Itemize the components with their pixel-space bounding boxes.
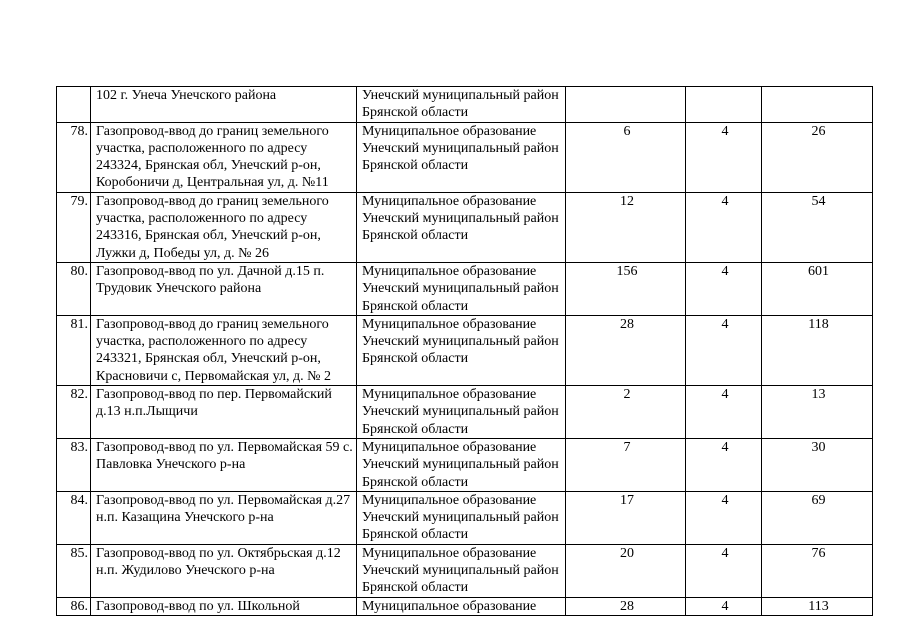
owner-name: Муниципальное образование Унечский муниципальный район Брянской области: [357, 192, 566, 262]
table-row: [57, 315, 873, 385]
owner-name: Муниципальное образование Унечский муниципальный район Брянской области: [357, 544, 566, 597]
table-row: [57, 544, 873, 597]
amount-value: 69: [762, 491, 873, 544]
object-description: Газопровод-ввод по ул. Первомайская 59 с. Павловка Унечского р-на: [91, 438, 357, 491]
amount-value: 30: [762, 438, 873, 491]
category-value: 4: [686, 386, 762, 439]
length-value: 28: [566, 315, 686, 385]
row-number: 85.: [57, 544, 91, 597]
object-description: Газопровод-ввод по ул. Первомайская д.27 н.п. Казащина Унечского р-на: [91, 491, 357, 544]
table-row: [57, 438, 873, 491]
object-description: Газопровод-ввод до границ земельного участка, расположенного по адресу 243321, Брянская обл, Унечский р-он, Красновичи с, Первомайская ул, д. № 2: [91, 315, 357, 385]
gas-pipeline-registry-table: [56, 86, 873, 616]
row-number: 80.: [57, 262, 91, 315]
length-value: 12: [566, 192, 686, 262]
category-value: 4: [686, 192, 762, 262]
amount-value: 118: [762, 315, 873, 385]
category-value: 4: [686, 262, 762, 315]
length-value: 28: [566, 597, 686, 615]
row-number: 83.: [57, 438, 91, 491]
owner-name: Муниципальное образование Унечский муниципальный район Брянской области: [357, 386, 566, 439]
owner-name: Муниципальное образование Унечский муниципальный район Брянской области: [357, 122, 566, 192]
object-description: Газопровод-ввод до границ земельного участка, расположенного по адресу 243316, Брянская обл, Унечский р-он, Лужки д, Победы ул, д. № 26: [91, 192, 357, 262]
category-value: 4: [686, 438, 762, 491]
length-value: 156: [566, 262, 686, 315]
owner-name: Муниципальное образование Унечский муниципальный район Брянской области: [357, 315, 566, 385]
row-number: [57, 87, 91, 123]
row-number: 86.: [57, 597, 91, 615]
category-value: 4: [686, 544, 762, 597]
amount-value: 113: [762, 597, 873, 615]
row-number: 81.: [57, 315, 91, 385]
length-value: [566, 87, 686, 123]
length-value: 17: [566, 491, 686, 544]
category-value: 4: [686, 597, 762, 615]
category-value: 4: [686, 491, 762, 544]
object-description: 102 г. Унеча Унечского района: [91, 87, 357, 123]
owner-name: Унечский муниципальный район Брянской области: [357, 87, 566, 123]
category-value: 4: [686, 122, 762, 192]
object-description: Газопровод-ввод по ул. Школьной: [91, 597, 357, 615]
row-number: 78.: [57, 122, 91, 192]
length-value: 7: [566, 438, 686, 491]
object-description: Газопровод-ввод по ул. Дачной д.15 п. Трудовик Унечского района: [91, 262, 357, 315]
amount-value: 26: [762, 122, 873, 192]
table-row: [57, 192, 873, 262]
table-row: [57, 262, 873, 315]
table-row: [57, 87, 873, 123]
owner-name: Муниципальное образование Унечский муниципальный район Брянской области: [357, 262, 566, 315]
owner-name: Муниципальное образование Унечский муниципальный район Брянской области: [357, 438, 566, 491]
table-row: [57, 491, 873, 544]
category-value: [686, 87, 762, 123]
table-row: [57, 122, 873, 192]
amount-value: 54: [762, 192, 873, 262]
row-number: 79.: [57, 192, 91, 262]
owner-name: Муниципальное образование: [357, 597, 566, 615]
length-value: 20: [566, 544, 686, 597]
amount-value: 76: [762, 544, 873, 597]
length-value: 2: [566, 386, 686, 439]
amount-value: [762, 87, 873, 123]
length-value: 6: [566, 122, 686, 192]
object-description: Газопровод-ввод по пер. Первомайский д.13 н.п.Лыщичи: [91, 386, 357, 439]
row-number: 82.: [57, 386, 91, 439]
category-value: 4: [686, 315, 762, 385]
object-description: Газопровод-ввод по ул. Октябрьская д.12 н.п. Жудилово Унечского р-на: [91, 544, 357, 597]
object-description: Газопровод-ввод до границ земельного участка, расположенного по адресу 243324, Брянская обл, Унечский р-он, Коробоничи д, Центральная ул, д. №11: [91, 122, 357, 192]
owner-name: Муниципальное образование Унечский муниципальный район Брянской области: [357, 491, 566, 544]
table-row: [57, 597, 873, 615]
amount-value: 13: [762, 386, 873, 439]
row-number: 84.: [57, 491, 91, 544]
table-row: [57, 386, 873, 439]
amount-value: 601: [762, 262, 873, 315]
